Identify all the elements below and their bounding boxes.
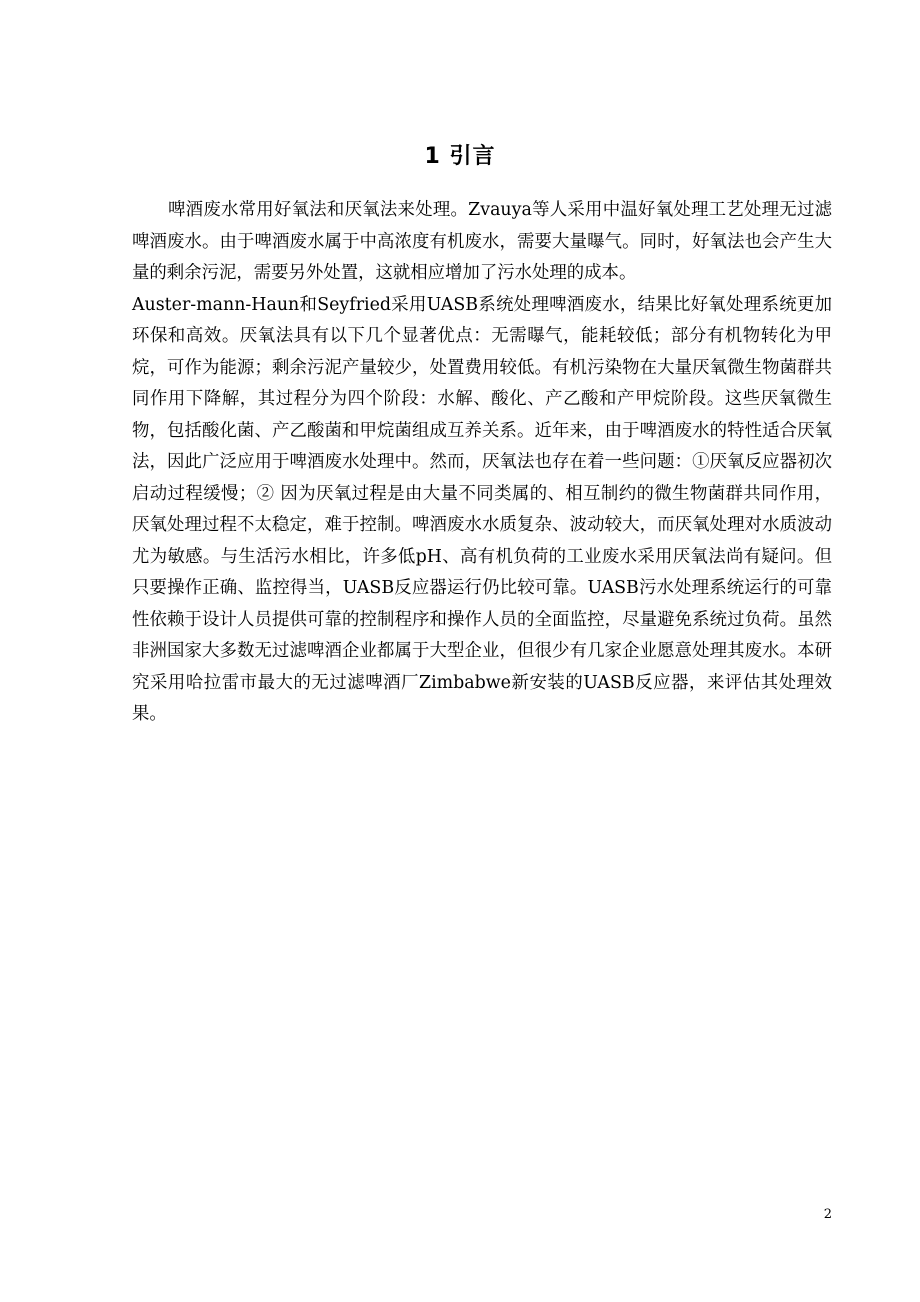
section-heading: 1 引言 (424, 144, 496, 169)
section-body (132, 195, 832, 731)
paragraph-intro: 啤酒废水常用好氧法和厌氧法来处理。Zvauya等人采用中温好氧处理工艺处理无过滤啤酒废水。由于啤酒废水属于中高浓度有机废水，需要大量曝气。同时，好氧法也会产生大量的剩余污泥，需要另外处置，这就相应增加了污水处理的成本。 (132, 200, 832, 283)
page-number: 2 (823, 1207, 832, 1222)
paragraph-anaerobic: Auster-mann-Haun和Seyfried采用UASB系统处理啤酒废水，结果比好氧处理系统更加环保和高效。厌氧法具有以下几个显著优点：无需曝气，能耗较低；部分有机物转化为甲烷，可作为能源；剩余污泥产量较少，处置费用较低。有机污染物在大量厌氧微生物菌群共同作用下降解，其过程分为四个阶段：水解、酸化、产乙酸和产甲烷阶段。这些厌氧微生物，包括酸化菌、产乙酸菌和甲烷菌组成互养关系。近年来，由于啤酒废水的特性适合厌氧法，因此广泛应用于啤酒废水处理中。然而，厌氧法也存在着一些问题：①厌氧反应器初次启动过程缓慢；② 因为厌氧过程是由大量不同类属的、相互制约的微生物菌群共同作用，厌氧处理过程不太稳定，难于控制。啤酒废水水质复杂、波动较大，而厌氧处理对水质波动尤为敏感。与生活污水相比，许多低pH、高有机负荷的工业废水采用厌氧法尚有疑问。但只要操作正确、监控得当，UASB反应器运行仍比较可靠。UASB污水处理系统运行的可靠性依赖于设计人员提供可靠的控制程序和操作人员的全面监控，尽量避免系统过负荷。虽然非洲国家大多数无过滤啤酒企业都属于大型企业，但很少有几家企业愿意处理其废水。本研究采用哈拉雷市最大的无过滤啤酒厂Zimbabwe新安装的UASB反应器，来评估其处理效果。 (132, 294, 832, 724)
